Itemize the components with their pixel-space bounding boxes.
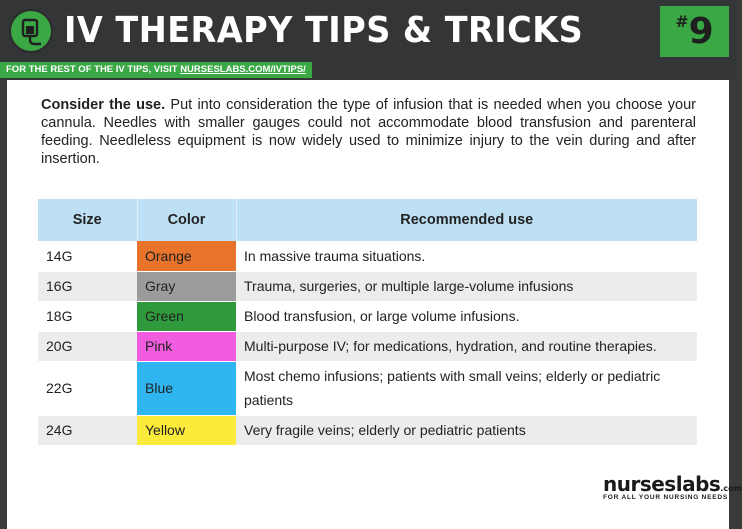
color-cell: Pink <box>137 331 236 361</box>
intro-paragraph <box>41 96 696 168</box>
use-cell: Multi-purpose IV; for medications, hydration, and routine therapies. <box>236 331 697 361</box>
more-tips-banner <box>0 62 312 78</box>
sub-bar <box>0 62 736 80</box>
size-cell: 24G <box>38 415 137 445</box>
size-cell: 14G <box>38 241 137 271</box>
color-cell: Gray <box>137 271 236 301</box>
intro-body: Put into consideration the type of infusion that is needed when you choose your cannula. Needles with smaller gauges could not accommodate blood transfusion and parenteral feeding. Needleless equipment is now widely used to minimize injury to the vein during and after insertion. <box>41 97 696 167</box>
use-cell: Blood transfusion, or large volume infusions. <box>236 301 697 331</box>
color-cell: Orange <box>137 241 236 271</box>
content-panel <box>7 80 742 529</box>
size-cell: 22G <box>38 361 137 415</box>
use-cell: Trauma, surgeries, or multiple large-volume infusions <box>236 271 697 301</box>
column-header-use: Recommended use <box>236 199 697 241</box>
color-cell: Yellow <box>137 415 236 445</box>
color-cell: Green <box>137 301 236 331</box>
tip-hash: # <box>675 12 689 31</box>
use-cell: Very fragile veins; elderly or pediatric patients <box>236 415 697 445</box>
intro-lead: Consider the use. <box>41 97 166 113</box>
brand-tagline: FOR ALL YOUR NURSING NEEDS <box>603 494 729 501</box>
table-row <box>38 301 697 331</box>
header-bar <box>0 0 736 62</box>
color-cell: Blue <box>137 361 236 415</box>
more-tips-link[interactable]: NURSESLABS.COM/IVTIPS/ <box>180 64 306 75</box>
table-row <box>38 415 697 445</box>
iv-bag-icon <box>9 9 53 53</box>
cannula-table <box>38 199 697 446</box>
table-header-row <box>38 199 697 241</box>
table-row <box>38 271 697 301</box>
size-cell: 20G <box>38 331 137 361</box>
size-cell: 16G <box>38 271 137 301</box>
more-tips-prefix: FOR THE REST OF THE IV TIPS, VISIT <box>6 64 181 75</box>
brand-wordmark: nurseslabs <box>603 472 721 496</box>
table-row <box>38 241 697 271</box>
brand-suffix: .com <box>720 484 742 493</box>
table-row <box>38 331 697 361</box>
use-cell: Most chemo infusions; patients with small veins; elderly or pediatric patients <box>236 361 697 415</box>
page-title: IV THERAPY TIPS & TRICKS <box>64 10 584 51</box>
tip-number: 9 <box>688 11 714 52</box>
table-row <box>38 361 697 415</box>
brand-name <box>603 472 742 496</box>
column-header-size: Size <box>38 199 137 241</box>
tip-number-badge <box>660 6 729 57</box>
use-cell: In massive trauma situations. <box>236 241 697 271</box>
size-cell: 18G <box>38 301 137 331</box>
column-header-color: Color <box>137 199 236 241</box>
nurseslabs-logo <box>603 472 742 512</box>
